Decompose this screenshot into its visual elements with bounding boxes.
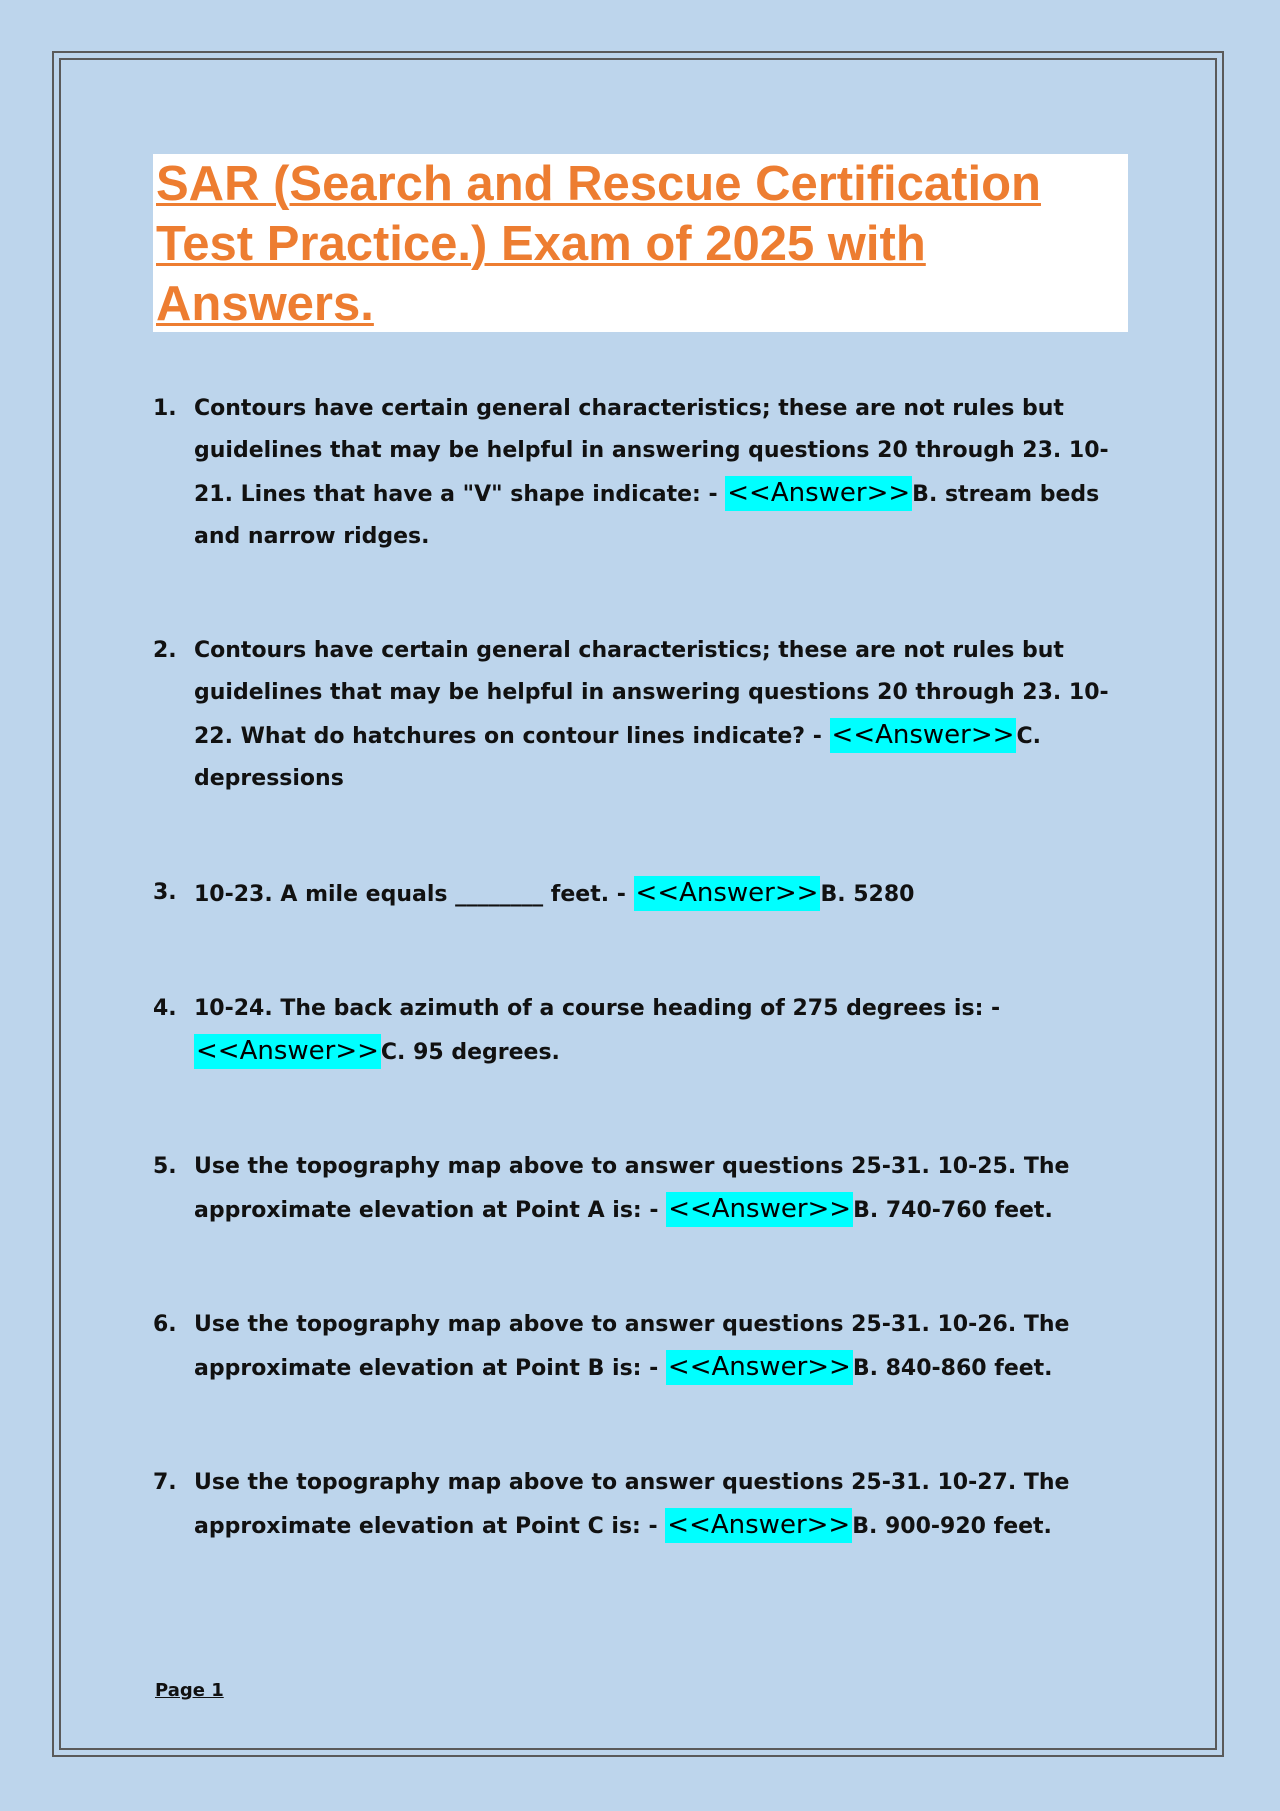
- question-number: 6.: [153, 1312, 177, 1337]
- question-text: Use the topography map above to answer questions 25-31. 10-26. The approximate elevation at Point B is: -: [194, 1312, 1070, 1381]
- question-item: [153, 388, 1113, 558]
- question-list: [153, 388, 1113, 1548]
- question-number: 4.: [153, 996, 177, 1021]
- answer-marker: <<Answer>>: [830, 718, 1017, 753]
- question-text: 10-24. The back azimuth of a course heading of 275 degrees is: -: [194, 996, 1001, 1021]
- answer-marker: <<Answer>>: [666, 1350, 853, 1385]
- question-text: Contours have certain general characteristics; these are not rules but guidelines that may be helpful in answering questions 20 through 23. 10-22. What do hatchures on contour lines indicate? -: [194, 638, 1109, 749]
- question-text: Use the topography map above to answer questions 25-31. 10-27. The approximate elevation at Point C is: -: [194, 1470, 1070, 1539]
- answer-text: C. depressions: [194, 724, 1041, 791]
- answer-text: C. 95 degrees.: [380, 1040, 560, 1065]
- document-title: SAR (Search and Rescue Certification Test Practice.) Exam of 2025 with Answers.: [156, 157, 1041, 331]
- question-number: 3.: [153, 880, 177, 905]
- answer-marker: <<Answer>>: [194, 1034, 381, 1069]
- question-text: Contours have certain general characteristics; these are not rules but guidelines that may be helpful in answering questions 20 through 23. 10-21. Lines that have a "V" shape indicate: -: [194, 396, 1109, 507]
- answer-marker: <<Answer>>: [725, 476, 912, 511]
- answer-text: B. 740-760 feet.: [853, 1198, 1053, 1223]
- answer-text: B. stream beds and narrow ridges.: [194, 482, 1100, 549]
- question-text: Use the topography map above to answer questions 25-31. 10-25. The approximate elevation at Point A is: -: [194, 1154, 1070, 1223]
- question-item: [153, 1304, 1113, 1390]
- question-text: 10-23. A mile equals ________ feet. -: [194, 882, 634, 907]
- answer-marker: <<Answer>>: [634, 876, 821, 911]
- question-number: 2.: [153, 638, 177, 663]
- question-number: 7.: [153, 1470, 177, 1495]
- question-item: [153, 1146, 1113, 1232]
- question-item: [153, 630, 1113, 800]
- answer-text: B. 5280: [820, 882, 915, 907]
- question-number: 5.: [153, 1154, 177, 1179]
- question-item: [153, 988, 1113, 1074]
- answer-text: B. 900-920 feet.: [852, 1514, 1052, 1539]
- question-item: [153, 1462, 1113, 1548]
- answer-marker: <<Answer>>: [666, 1192, 853, 1227]
- question-number: 1.: [153, 396, 177, 421]
- title-box: [153, 154, 1128, 332]
- answer-marker: <<Answer>>: [665, 1508, 852, 1543]
- page-number: Page 1: [155, 1680, 224, 1701]
- question-item: [153, 872, 1113, 916]
- answer-text: B. 840-860 feet.: [852, 1356, 1053, 1381]
